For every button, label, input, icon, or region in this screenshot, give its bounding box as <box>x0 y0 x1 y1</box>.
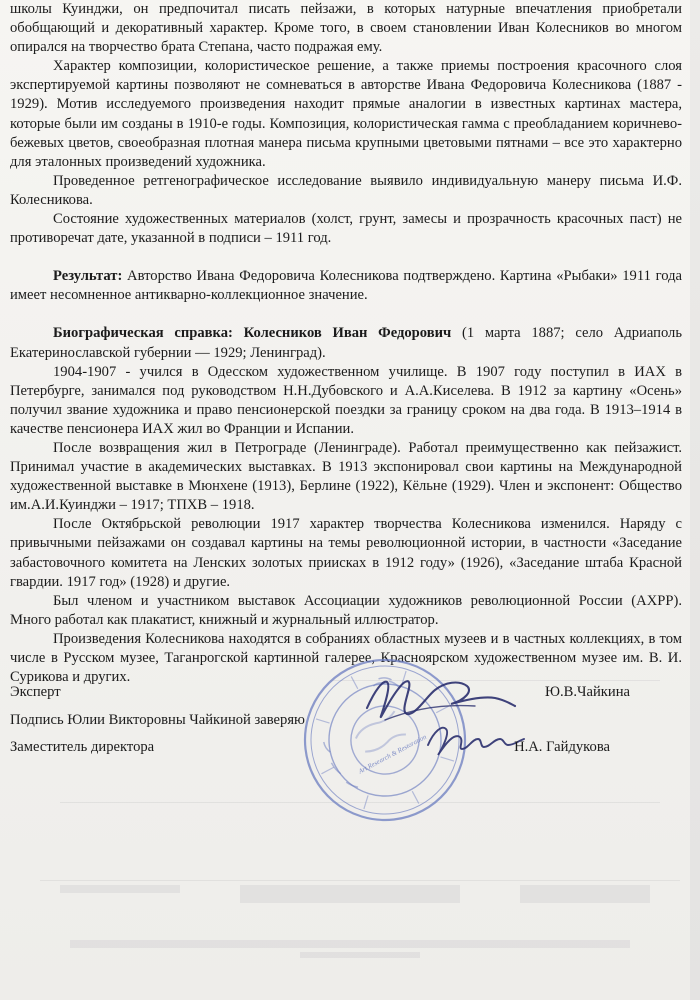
bio-birth-text: (1 марта 1887; село Адриаполь Екатеринославской губернии — 1929; Ленинград). <box>10 325 682 361</box>
bleed-through-block <box>70 940 630 948</box>
stamp-inner-text: Art Research & Restoration <box>357 733 428 776</box>
bio-label: Биографическая справка: Колесников Иван Федорович <box>53 325 452 342</box>
deputy-label: Заместитель директора <box>10 739 155 755</box>
bio-paragraph-revolution: После Октябрьской революции 1917 характер творчества Колесникова изменился. Наряду с привычными пейзажами он создавал картины на темы революционной истории, в частности «Заседание забастовочного комитета на Ленских золотых приисках в 1912 году» (1926), «Заседание штаба Красной гвардии. 1917 год» (1928) и другие. <box>10 516 682 590</box>
bio-paragraph-collections: Произведения Колесникова находятся в собраниях областных музеев и в частных коллекциях, в том числе в Русском музее, Таганрогской картинной галерее, Красноярском художественном музее им. В. И. Сурикова и других. <box>10 630 682 686</box>
bleed-through-line <box>40 880 680 881</box>
bio-paragraph-akhrr: Был членом и участником выставок Ассоциации художников революционной России (АХРР). Много работал как плакатист, книжный и журнальный иллюстратор. <box>10 592 682 628</box>
paragraph-xray: Проведенное ретгенографическое исследование выявило индивидуальную манеру письма И.Ф. Колесникова. <box>10 172 682 208</box>
bleed-through-block <box>520 885 650 903</box>
bleed-through-block <box>60 885 180 893</box>
result-label: Результат: <box>53 268 123 285</box>
result-paragraph <box>10 267 682 305</box>
bio-paragraph-education: 1904-1907 - учился в Одесском художественном училище. В 1907 году поступил в ИАХ в Петербурге, занимался под руководством Н.Н.Дубовского и А.А.Киселева. В 1912 за картину «Осень» получил звание художника и право пенсионерской поездки за границу сроком на два года. В 1913–1914 в качестве пенсионера ИАХ жил во Франции и Испании. <box>10 363 682 437</box>
paragraph-composition: Характер композиции, колористическое решение, а также приемы построения красочного слоя экспертируемой картины позволяют не сомневаться в авторстве Ивана Федоровича Колесникова (1887 - 1929). Мотив исследуемого произведения находит прямые аналогии в известных картинах мастера, которые были им созданы в 1910-е годы. Композиция, колористическая гамма с преобладанием коричнево-бежевых цветов, своеобразная плотная манера письма крупными цветовыми пятнами – все это характерно для эталонных произведений художника. <box>10 58 682 170</box>
document-body <box>10 0 682 687</box>
bio-paragraph-petrograd: После возвращения жил в Петрограде (Ленинграде). Работал преимущественно как пейзажист. Принимал участие в академических выставках. В 1913 экспонировал свои картины на Международной художественной выставке в Мюнхене (1913), Берлине (1922), Кёльне (1929). Член и экспонент: Общество им.А.И.Куинджи – 1917; ТПХВ – 1918. <box>10 439 682 514</box>
certify-row <box>10 711 682 730</box>
paragraph-materials: Состояние художественных материалов (холст, грунт, замесы и прозрачность красочных паст) не противоречат дате, указанной в подписи – 1911 год. <box>10 211 682 247</box>
paragraph-kuindzhi: школы Куинджи, он предпочитал писать пейзажи, в которых натурные впечатления приобретали обобщающий и декоративный характер. Кроме того, в своем становлении Иван Колесников во многом опирался на творчество брата Степана, часто подражая ему. <box>10 1 682 56</box>
deputy-row <box>10 738 682 757</box>
page-edge-shadow <box>690 0 700 1000</box>
bio-heading-paragraph <box>10 324 682 362</box>
bleed-through-block <box>240 885 460 903</box>
expert-name: Ю.В.Чайкина <box>545 684 630 700</box>
deputy-name: Н.А. Гайдукова <box>514 739 610 755</box>
expert-row <box>10 683 682 702</box>
bleed-through-block <box>300 952 420 958</box>
result-text: Авторство Ивана Федоровича Колесникова подтверждено. Картина «Рыбаки» 1911 года имеет несомненное антикварно-коллекционное значение. <box>10 268 682 304</box>
expert-label: Эксперт <box>10 684 61 700</box>
certify-text: Подпись Юлии Викторовны Чайкиной заверяю <box>10 712 305 728</box>
